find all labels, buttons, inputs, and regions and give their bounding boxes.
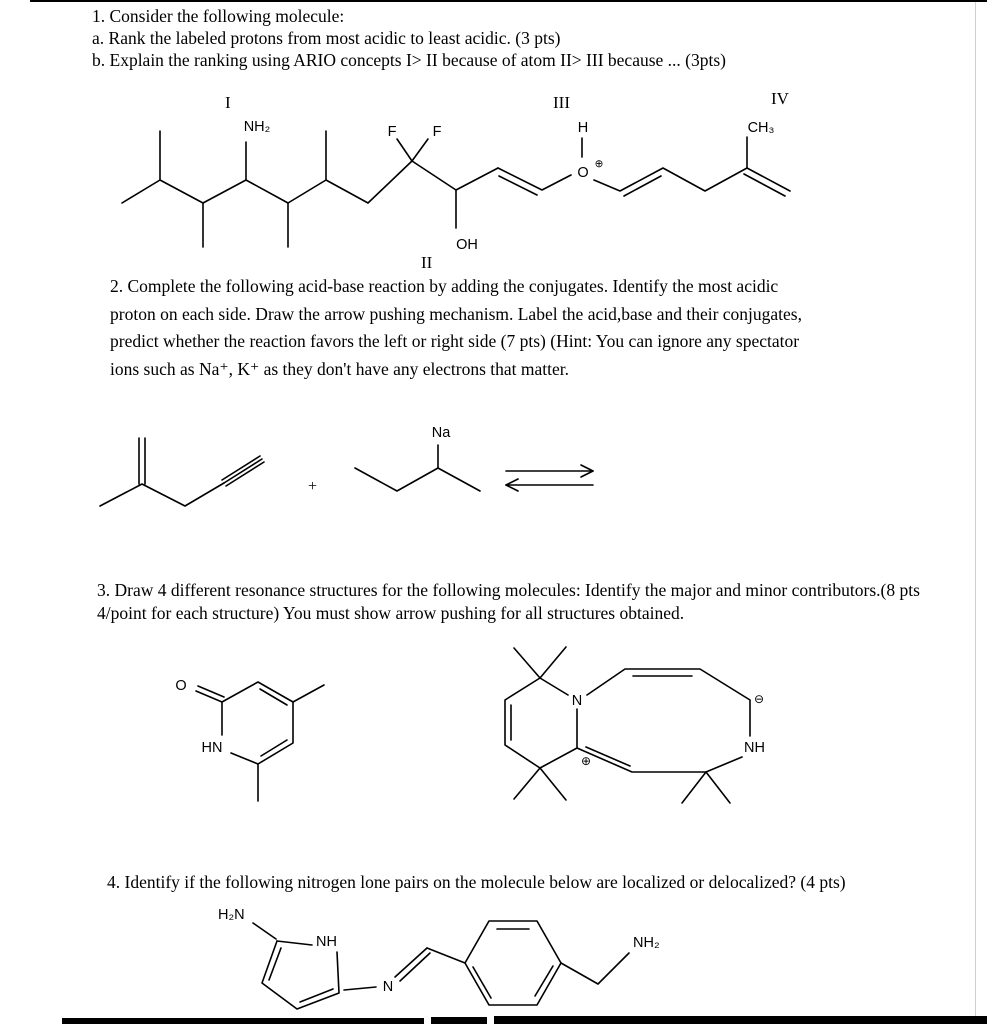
mol3-label-nh: NH <box>744 740 765 756</box>
mol4-label-nh2: NH₂ <box>633 935 660 951</box>
mol1-label-o: O <box>577 165 589 181</box>
question-4-text: 4. Identify if the following nitrogen lone pairs on the molecule below are localized or delocalized? (4 pts) <box>107 872 846 892</box>
mol2-label-na: Na <box>431 425 451 441</box>
mol3-label-o: O <box>175 678 187 694</box>
mol1-label-nh2: NH₂ <box>243 119 271 135</box>
mol4-label-n: N <box>382 979 394 995</box>
question-1-part-b: b. Explain the ranking using ARIO concepts I> II because of atom II> III because ... (3pts) <box>92 50 726 70</box>
mol1-label-numeral-i: I <box>225 93 231 112</box>
mol1-label-h: H <box>577 120 589 136</box>
molecule-4-structure <box>253 921 629 1009</box>
question-3-text: 3. Draw 4 different resonance structures for the following molecules: Identify the major and minor contributors.(8 pts 4/point for each structure) You must show arrow pushing for all structures obtained. <box>97 580 920 623</box>
bottom-scan-bar-left <box>62 1018 424 1024</box>
bottom-scan-bar-middle <box>431 1017 487 1024</box>
mol1-label-oh: OH <box>456 237 478 253</box>
mol1-label-ch3: CH₃ <box>747 120 775 136</box>
mol4-label-h2n: H₂N <box>218 907 245 923</box>
bottom-scan-bar-right <box>494 1016 987 1024</box>
mol3-label-hn: HN <box>201 740 223 756</box>
molecule-2-reaction <box>100 438 593 506</box>
mol2-plus-sign: + <box>308 478 318 495</box>
mol3-minus-charge-icon: ⊖ <box>753 692 765 706</box>
mol3-plus-charge-icon: ⊕ <box>580 754 592 768</box>
mol1-plus-charge-icon: ⊕ <box>594 158 604 170</box>
mol1-label-f-right: F <box>432 124 442 140</box>
mol1-label-f-left: F <box>387 124 397 140</box>
molecule-3-right-structure <box>505 647 750 803</box>
question-2-text: 2. Complete the following acid-base reaction by adding the conjugates. Identify the most acidic proton on each side. Draw the arrow pushing mechanism. Label the acid,base and their conjugates, predict whether the reaction favors the left or right side (7 pts) (Hint: You can ignore any spectator ions such as Na⁺, K⁺ as they don't have any electrons that matter. <box>110 276 802 379</box>
mol3-label-n: N <box>571 693 583 709</box>
question-1-part-a: a. Rank the labeled protons from most acidic to least acidic. (3 pts) <box>92 28 561 48</box>
mol1-label-numeral-iv: IV <box>771 89 789 108</box>
mol1-label-numeral-iii: III <box>553 93 570 112</box>
mol1-label-numeral-ii: II <box>421 253 433 272</box>
molecule-1-structure <box>122 131 790 247</box>
question-1-title: 1. Consider the following molecule: <box>92 6 345 26</box>
mol4-label-nh: NH <box>316 934 337 950</box>
